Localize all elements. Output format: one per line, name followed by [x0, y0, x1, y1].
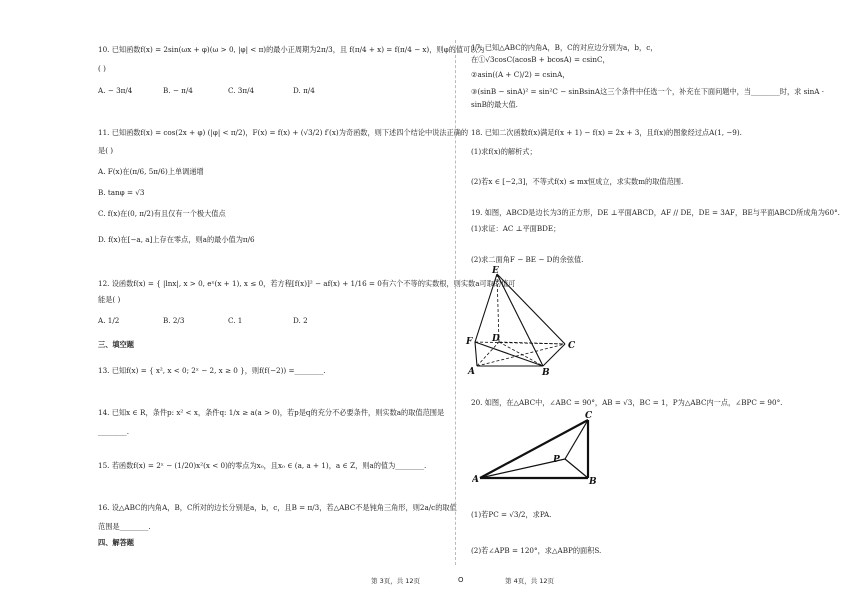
q12-stem-cont: 能是( ) — [98, 295, 121, 304]
q10-option-d: D. π/4 — [293, 86, 315, 95]
q19-part-1: (1)求证：AC ⊥平面BDE； — [471, 224, 561, 233]
q12-option-d: D. 2 — [293, 316, 308, 325]
q16-stem-cont: 范围是________. — [98, 522, 151, 531]
q12-option-c: C. 1 — [228, 316, 243, 325]
footer-page-3: 第 3页，共 12页 — [371, 577, 421, 585]
point-label-p: P — [553, 455, 560, 465]
q11-option-c: C. f(x)在(0, π/2)有且仅有一个极大值点 — [98, 209, 226, 218]
q12-stem: 12. 设函数f(x) = { |lnx|, x > 0, eˣ(x + 1), x ≤ 0，若方程[f(x)]² − af(x) + 1/16 = 0有六个不等的实数根，则实数a可取的值可 — [98, 279, 516, 288]
footer-center-mark: O — [458, 576, 464, 584]
q19-part-2: (2)求二面角F − BE − D的余弦值. — [471, 255, 584, 264]
footer-page-4: 第 4页，共 12页 — [505, 577, 555, 585]
q18-stem: 18. 已知二次函数f(x)满足f(x + 1) − f(x) = 2x + 3，且f(x)的图象经过点A(1, −9). — [471, 128, 742, 137]
q14-blank: ________. — [98, 427, 130, 436]
q15-stem: 15. 若函数f(x) = 2ˣ − (1/20)x²(x < 0)的零点为x₀，且x₀ ∈ (a, a + 1)，a ∈ Z，则a的值为________. — [98, 461, 427, 470]
q12-option-a: A. 1/2 — [98, 316, 120, 325]
q20-figure — [472, 410, 612, 490]
q11-stem: 11. 已知函数f(x) = cos(2x + φ) (|φ| < π/2)，F(x) = f(x) + (√3/2) f′(x)为奇函数，则下述四个结论中说法正确的 — [98, 128, 469, 137]
vertex-label-d: D — [492, 334, 500, 344]
q17-condition-3: ③(sinB − sinA)² = sin²C − sinBsinA这三个条件中任选一个，补充在下面问题中，当________时，求 sinA · — [471, 87, 825, 96]
q10-option-a: A. − 3π/4 — [98, 86, 133, 95]
q17-stem: 17. 已知△ABC的内角A，B，C的对应边分别为a，b，c， — [471, 43, 658, 52]
q16-stem: 16. 设△ABC的内角A，B，C所对的边长分别是a，b，c，且B = π/3，若△ABC不是钝角三角形，则2a/c的取值 — [98, 503, 457, 512]
q17-condition-1: 在①√3cosC(acosB + bcosA) = csinC， — [471, 55, 610, 64]
point-label-c: C — [585, 411, 593, 421]
q18-part-2: (2)若x ∈ [−2,3]，不等式f(x) ≤ mx恒成立，求实数m的取值范围. — [471, 177, 684, 186]
q10-option-c: C. 3π/4 — [228, 86, 255, 95]
point-label-b: B — [589, 477, 597, 487]
q19-figure — [465, 262, 620, 377]
segment-ac — [480, 420, 588, 478]
q18-part-1: (1)求f(x)的解析式； — [471, 147, 537, 156]
section-solve-title: 四、解答题 — [98, 538, 134, 547]
vertex-label-c: C — [568, 341, 576, 351]
q17-stem-end: sinB的最大值. — [471, 100, 518, 109]
q19-stem: 19. 如图，ABCD是边长为3的正方形，DE ⊥平面ABCD，AF // DE，DE = 3AF，BE与平面ABCD所成角为60°. — [471, 208, 840, 217]
q20-stem: 20. 如图，在△ABC中，∠ABC = 90°，AB = √3，BC = 1，P为△ABC内一点，∠BPC = 90°. — [471, 398, 783, 407]
q20-part-2: (2)若∠APB = 120°，求△ABP的面积S. — [471, 546, 602, 555]
segment-pb — [565, 459, 588, 478]
q10-stem: 10. 已知函数f(x) = 2sin(ωx + φ)(ω > 0, |φ| < π)的最小正周期为2π/3，且 f(π/4 + x) = f(π/4 − x)，则φ的值可以为 — [98, 45, 485, 54]
edge-ec — [497, 274, 565, 344]
right-page — [430, 0, 860, 608]
q11-option-d: D. f(x)在[−a, a]上存在零点，则a的最小值为π/6 — [98, 235, 255, 244]
q10-option-b: B. − π/4 — [163, 86, 193, 95]
edge-fa — [475, 342, 477, 366]
edge-ed — [497, 274, 499, 342]
q11-stem-cont: 是( ) — [98, 146, 114, 155]
edge-ef — [475, 274, 497, 342]
vertex-label-f: F — [466, 337, 473, 347]
q17-condition-2: ②asin((A + C)/2) = csinA， — [471, 70, 570, 79]
q10-blank: ( ) — [98, 64, 106, 73]
q14-stem: 14. 已知x ∈ R，条件p: x² < x，条件q: 1/x ≥ a(a > 0)，若p是q的充分不必要条件，则实数a的取值范围是 — [98, 408, 445, 417]
edge-bc — [543, 344, 565, 366]
vertex-label-b: B — [542, 368, 550, 377]
edge-ad — [477, 342, 499, 366]
vertex-label-e: E — [492, 266, 499, 276]
q11-option-a: A. F(x)在(π/6, 5π/6)上单调递增 — [98, 167, 204, 176]
q13-stem: 13. 已知f(x) = { x², x < 0; 2ˣ − 2, x ≥ 0 }，则f(f(−2)) =________. — [98, 366, 326, 375]
q11-option-b: B. tanφ = √3 — [98, 188, 145, 197]
q20-part-1: (1)若PC = √3/2，求PA. — [471, 510, 552, 519]
point-label-a: A — [472, 475, 479, 485]
section-fill-in-title: 三、填空题 — [98, 340, 134, 349]
vertex-label-a: A — [468, 367, 475, 377]
q12-option-b: B. 2/3 — [163, 316, 185, 325]
